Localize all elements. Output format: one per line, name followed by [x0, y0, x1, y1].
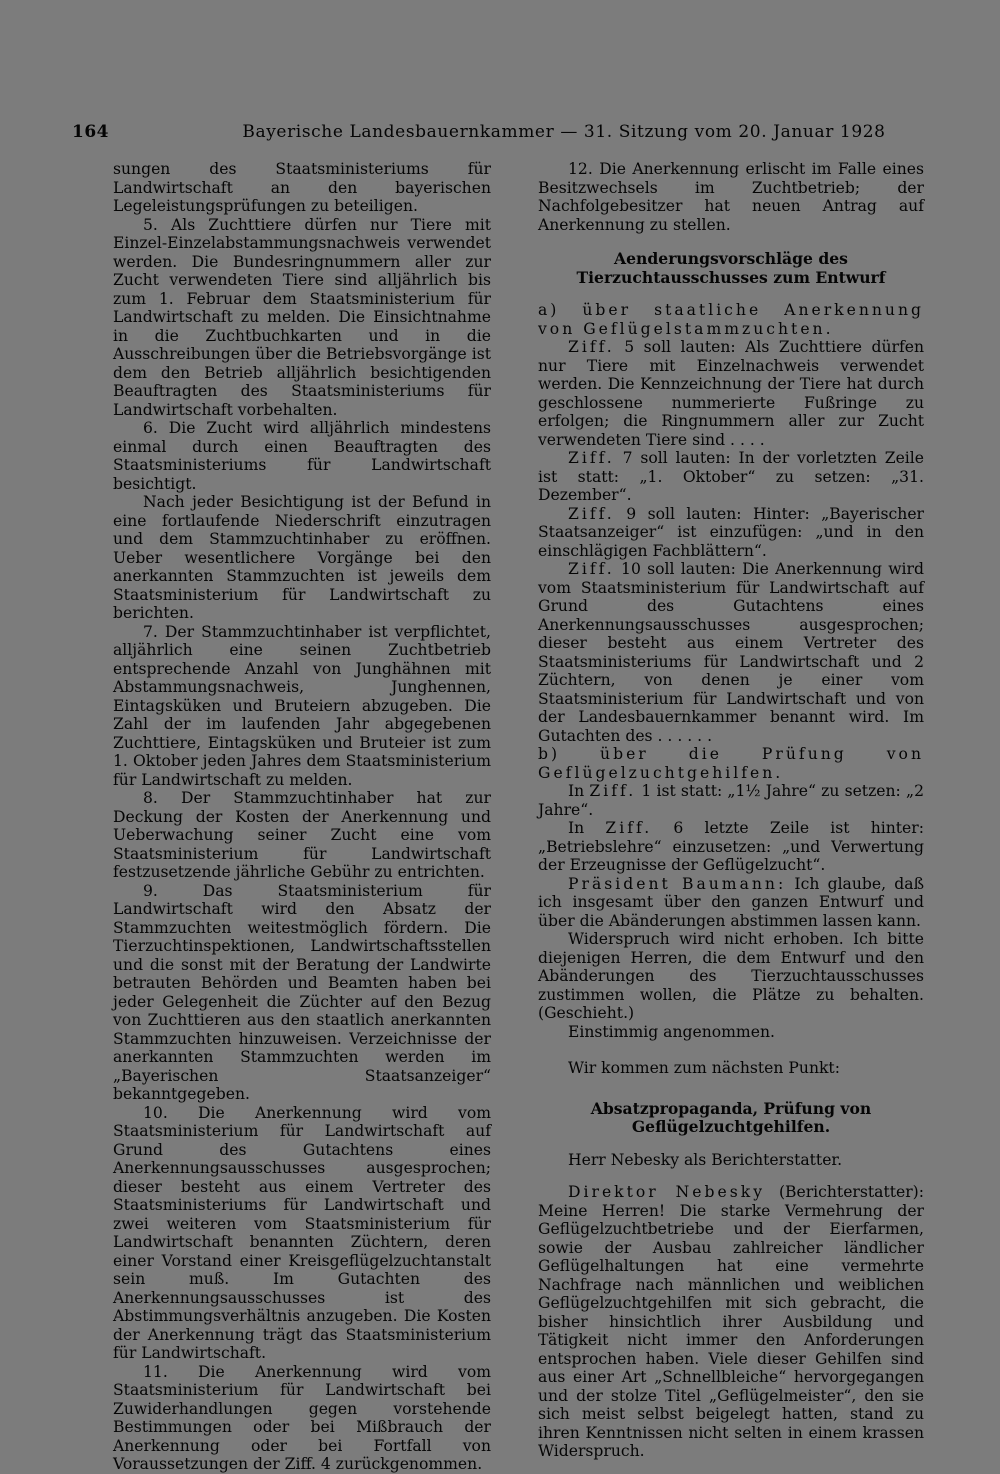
section-heading-amendments: Aenderungsvorschläge des Tierzuchtausschusses zum Entwurf: [576, 249, 886, 287]
ziff-label: Ziff.: [568, 560, 615, 578]
amendment-ziff-9: [538, 505, 924, 561]
paragraph-10: 10. Die Anerkennung wird vom Staatsministerium für Landwirtschaft auf Grund des Gutachtens eines Anerkennungsausschusses ausgesprochen; dieser besteht aus einem Vertreter des Staatsministeriums für Landwirtschaft und zwei weiteren vom Staatsministerium für Landwirtschaft benannten Züchtern, deren einer Vorstand einer Kreisgeflügelzuchtanstalt sein muß. Im Gutachten des Anerkennungsausschusses ist des Abstimmungsverhältnis anzugeben. Die Kosten der Anerkennung trägt das Staatsministerium für Landwirtschaft.: [113, 1103, 491, 1362]
amendment-ziff-10: [538, 560, 924, 745]
right-column: [538, 160, 924, 1461]
speaker-name: Direktor Nebesky: [568, 1183, 766, 1201]
amendment-ziff-5: [538, 338, 924, 449]
subsection-a: a) über staatliche Anerkennung von Geflügelstammzuchten.: [538, 301, 924, 338]
paragraph-5: 5. Als Zuchttiere dürfen nur Tiere mit Einzel-Einzelabstammungsnachweis verwendet werden. Die Bundesringnummern aller zur Zucht verwendeten Tiere sind alljährlich bis zum 1. Februar dem Staatsministerium für Landwirtschaft zu melden. Die Einsichtnahme in die Zuchtbuchkarten und in die Ausschreibungen über die Betriebsvorgänge ist dem den Betrieb alljährlich besichtigenden Beauftragten des Staatsministeriums für Landwirtschaft vorbehalten.: [113, 215, 491, 419]
paragraph-6: 6. Die Zucht wird alljährlich mindestens einmal durch einen Beauftragten des Staatsministeriums für Landwirtschaft besichtigt.: [113, 419, 491, 493]
objection-paragraph: Widerspruch wird nicht erhoben. Ich bitte diejenigen Herren, die dem Entwurf und den Abänderungen des Tierzuchtausschusses zustimmen wollen, die Plätze zu behalten. (Geschieht.): [538, 930, 924, 1022]
ziff-label: Ziff.: [568, 338, 615, 356]
amendment-ziff-7: [538, 449, 924, 505]
amendment-text: 1 ist statt: „1½ Jahre“ zu setzen: „2 Jahre“.: [538, 782, 924, 819]
speech-text: Ich glaube, daß ich insgesamt über den ganzen Entwurf und über die Abänderungen abstimmen lassen kann.: [538, 874, 924, 930]
section-heading-propaganda: Absatzpropaganda, Prüfung von Geflügelzuchtgehilfen.: [590, 1098, 872, 1136]
amendment-prefix: In: [568, 819, 606, 837]
rapporteur-line: Herr Nebesky als Berichterstatter.: [568, 1150, 843, 1169]
amendment-text: 10 soll lauten: Die Anerkennung wird vom Staatsministerium für Landwirtschaft auf Grund des Gutachtens eines Anerkennungsausschusses ausgesprochen; dieser besteht aus einem Vertreter des Staatsministeriums für Landwirtschaft und 2 Züchtern, von denen je einer vom Staatsministerium für Landwirtschaft und von der Landesbauernkammer benannt wird. Im Gutachten des . . . . . .: [538, 560, 924, 745]
paragraph-8: 8. Der Stammzuchtinhaber hat zur Deckung der Kosten der Anerkennung und Ueberwachung seiner Zucht eine vom Staatsministerium für Landwirtschaft festzusetzende jährliche Gebühr zu entrichten.: [113, 789, 491, 881]
amendment-b-ziff-6: [538, 819, 924, 875]
running-title: Bayerische Landesbauernkammer — 31. Sitzung vom 20. Januar 1928: [242, 122, 886, 142]
amendment-prefix: In: [568, 782, 590, 800]
amendment-text: 6 letzte Zeile ist hinter: „Betriebslehre“ einzusetzen: „und Verwertung der Erzeugnisse der Geflügelzucht“.: [538, 819, 924, 874]
speaker-name: Präsident Baumann:: [568, 874, 787, 893]
amendment-text: 9 soll lauten: Hinter: „Bayerischer Staatsanzeiger“ ist einzufügen: „und in den einschlägigen Fachblättern“.: [538, 504, 924, 560]
page-number: 164: [72, 122, 109, 142]
amendment-text: 7 soll lauten: In der vorletzten Zeile ist statt: „1. Oktober“ zu setzen: „31. Dezember“.: [538, 449, 924, 504]
paragraph-11: 11. Die Anerkennung wird vom Staatsministerium für Landwirtschaft bei Zuwiderhandlungen gegen vorstehende Bestimmungen oder bei Mißbrauch der Anerkennung oder bei Fortfall von Voraussetzungen der Ziff. 4 zurückgenommen.: [113, 1362, 491, 1473]
director-speech: [538, 1183, 924, 1461]
paragraph-continuation: sungen des Staatsministeriums für Landwirtschaft an den bayerischen Legeleistungsprüfungen zu beteiligen.: [113, 160, 491, 215]
running-header: [72, 122, 924, 146]
next-point: Wir kommen zum nächsten Punkt:: [568, 1059, 840, 1077]
paragraph-12: 12. Die Anerkennung erlischt im Falle eines Besitzwechsels im Zuchtbetrieb; der Nachfolgebesitzer hat neuen Antrag auf Anerkennung zu stellen.: [538, 160, 924, 234]
paragraph-7: 7. Der Stammzuchtinhaber ist verpflichtet, alljährlich eine seinen Zuchtbetrieb entsprechende Anzahl von Junghähnen mit Abstammungsnachweis, Junghennen, Eintagsküken und Bruteiern abzugeben. Die Zahl der im laufenden Jahr abgegebenen Zuchttiere, Eintagsküken und Bruteier ist zum 1. Oktober jeden Jahres dem Staatsministerium für Landwirtschaft zu melden.: [113, 622, 491, 789]
amendment-b-ziff-1: [538, 782, 924, 819]
ziff-label: Ziff.: [605, 819, 653, 837]
vote-result: Einstimmig angenommen.: [568, 1022, 775, 1041]
subsection-b: b) über die Prüfung von Geflügelzuchtgehilfen.: [538, 745, 924, 782]
ziff-label: Ziff.: [589, 782, 637, 800]
speech-text: (Berichterstatter): Meine Herren! Die starke Vermehrung der Geflügelzuchtbetriebe und der Eierfarmen, sowie der Ausbau zahlreicher ländlicher Geflügelhaltungen hat eine vermehrte Nachfrage nach männlichen und weiblichen Geflügelzuchtgehilfen mit sich gebracht, die bisher hinsichtlich ihrer Ausbildung und Tätigkeit nicht immer den Anforderungen entsprochen haben. Viele dieser Gehilfen sind aus einer Art „Schnellbleiche“ hervorgegangen und der stolze Titel „Geflügelmeister“, den sie sich meist selbst beigelegt hatten, stand zu ihren Kenntnissen nicht selten in einem krassen Widerspruch.: [538, 1183, 924, 1460]
ziff-label: Ziff.: [568, 504, 615, 523]
paragraph-inspection: Nach jeder Besichtigung ist der Befund in eine fortlaufende Niederschrift einzutragen und dem Stammzuchtinhaber zu eröffnen. Ueber wesentlichere Vorgänge bei den anerkannten Stammzuchten ist jeweils dem Staatsministerium für Landwirtschaft zu berichten.: [113, 493, 491, 622]
ziff-label: Ziff.: [568, 449, 615, 467]
president-statement: [538, 875, 924, 931]
left-column: [113, 160, 491, 1474]
amendment-text: 5 soll lauten: Als Zuchttiere dürfen nur Tiere mit Einzelnachweis verwendet werden. Die Kennzeichnung der Tiere hat durch geschlossene nummerierte Fußringe zu erfolgen; die Ringnummern aller zur Zucht verwendeten Tiere sind . . . .: [538, 338, 924, 449]
paragraph-9: 9. Das Staatsministerium für Landwirtschaft wird den Absatz der Stammzuchten weitestmöglich fördern. Die Tierzuchtinspektionen, Landwirtschaftsstellen und die sonst mit der Beratung der Landwirte betrauten Behörden und Beamten haben bei jeder Gelegenheit die Züchter auf den Bezug von Zuchttieren aus den staatlich anerkannten Stammzuchten hinzuweisen. Verzeichnisse der anerkannten Stammzuchten werden im „Bayerischen Staatsanzeiger“ bekanntgegeben.: [113, 881, 491, 1103]
